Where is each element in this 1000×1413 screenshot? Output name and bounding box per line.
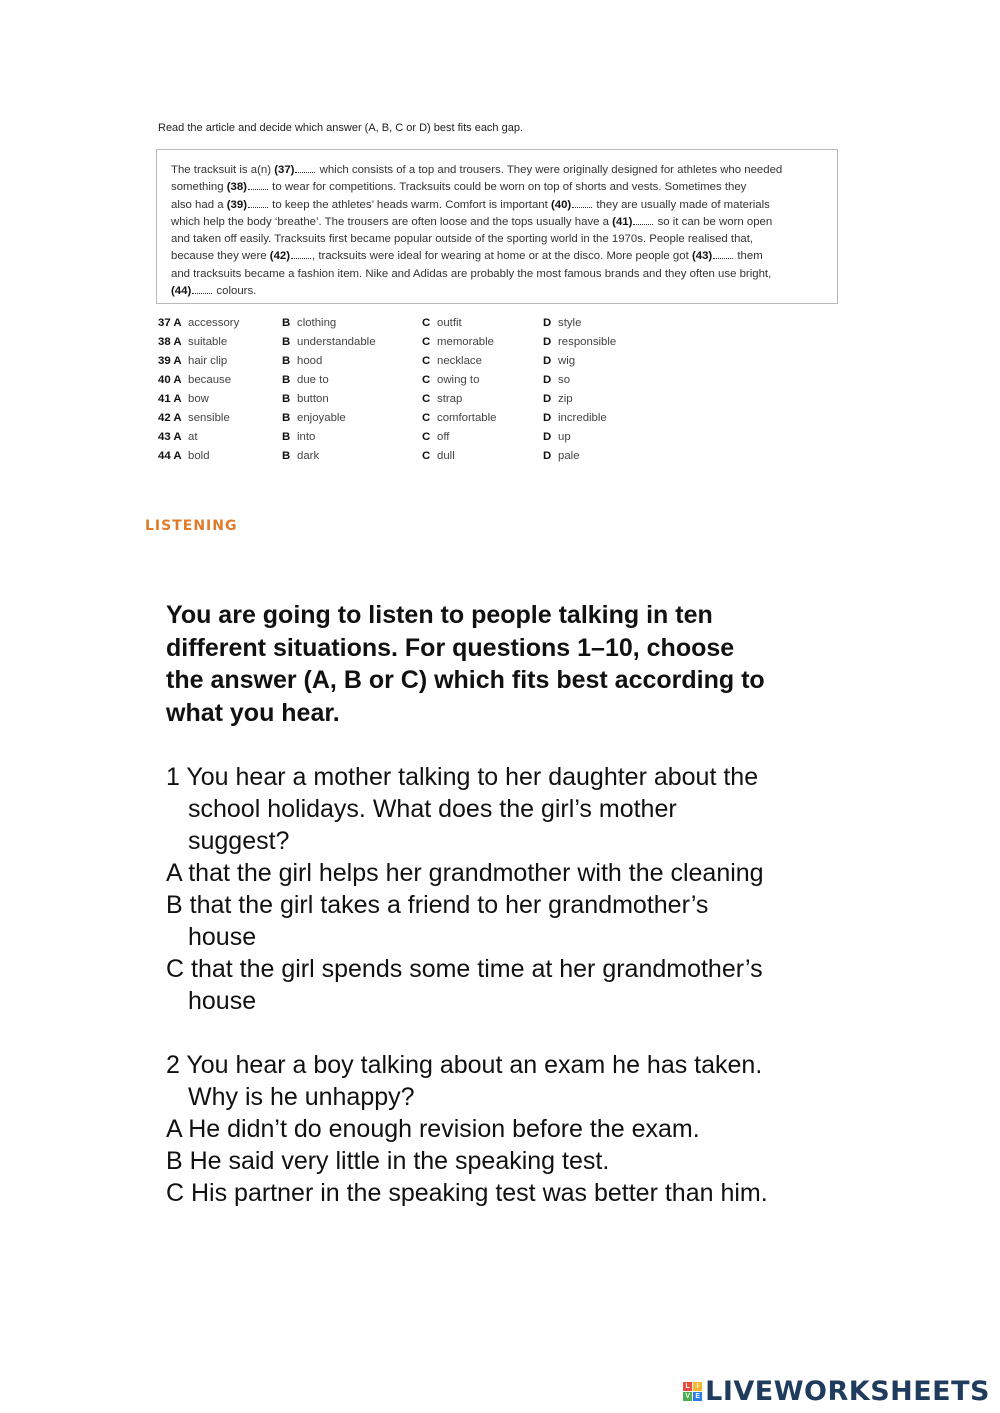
- option-letter: D: [543, 450, 552, 462]
- gap-number: (42): [269, 250, 291, 263]
- option-letter: C: [422, 393, 431, 405]
- option-b[interactable]: into: [297, 431, 316, 443]
- option-a[interactable]: bold: [188, 450, 210, 462]
- article-text: The tracksuit is a(n): [171, 164, 275, 176]
- question-number: 41 A: [158, 393, 182, 405]
- question-number: 40 A: [158, 374, 182, 386]
- option-d[interactable]: zip: [558, 393, 573, 405]
- brand-name: LIVEWORKSHEETS: [705, 1375, 990, 1407]
- option-a[interactable]: hair clip: [188, 355, 228, 367]
- question-number: 37 A: [158, 317, 182, 329]
- gap-number: (40): [550, 198, 572, 211]
- gap-blank[interactable]: [633, 216, 653, 225]
- option-b[interactable]: understandable: [297, 336, 376, 348]
- article-text: , tracksuits were ideal for wearing at home or at the disco. More people got: [312, 250, 692, 263]
- gap-blank[interactable]: [572, 199, 592, 208]
- logo-tile: I: [693, 1382, 702, 1391]
- gap-number: (43): [691, 250, 713, 263]
- option-letter: B: [282, 374, 291, 386]
- question-line: A that the girl helps her grandmother with the cleaning: [166, 859, 764, 887]
- article-text: which help the body ‘breathe’. The trousers are often loose and the tops usually have a: [171, 215, 613, 228]
- article-line: [171, 197, 821, 214]
- article-text: them: [734, 250, 763, 263]
- option-a[interactable]: because: [188, 374, 232, 386]
- option-letter: C: [422, 431, 431, 443]
- gap-blank[interactable]: [248, 199, 268, 208]
- option-d[interactable]: responsible: [558, 336, 617, 348]
- gap-number: (41): [612, 215, 633, 228]
- article-line: [171, 231, 821, 248]
- listening-task-instructions: [166, 599, 856, 729]
- option-letter: D: [543, 355, 552, 367]
- gap-number: (38): [226, 181, 247, 194]
- option-b[interactable]: due to: [297, 374, 329, 386]
- option-letter: B: [282, 393, 291, 405]
- question-line: B He said very little in the speaking test.: [166, 1147, 610, 1175]
- option-d[interactable]: so: [558, 374, 571, 386]
- article-text: also had a: [171, 198, 227, 211]
- question-number: 38 A: [158, 336, 182, 348]
- option-letter: C: [422, 450, 431, 462]
- option-letter: B: [282, 450, 291, 462]
- article-text: they are usually made of materials: [593, 198, 770, 211]
- question-line: B that the girl takes a friend to her grandmother’s: [166, 891, 709, 919]
- liveworksheets-logo: [683, 1377, 990, 1405]
- option-d[interactable]: pale: [558, 450, 580, 462]
- option-letter: B: [282, 336, 291, 348]
- option-d[interactable]: style: [558, 317, 582, 329]
- option-c[interactable]: memorable: [437, 336, 494, 348]
- gap-blank[interactable]: [192, 285, 212, 294]
- option-c[interactable]: comfortable: [437, 412, 497, 424]
- article-line: [171, 248, 821, 265]
- question-line: house: [188, 923, 257, 951]
- option-c[interactable]: dull: [437, 450, 455, 462]
- question-line: house: [188, 987, 257, 1015]
- question-2: [166, 1049, 856, 1209]
- question-line: school holidays. What does the girl’s mother: [188, 795, 677, 823]
- question-line: A He didn’t do enough revision before the exam.: [166, 1115, 700, 1143]
- article-line: [171, 266, 821, 283]
- article-text: to wear for competitions. Tracksuits could be worn on top of shorts and vests. Sometimes they: [268, 181, 747, 194]
- question-1: [166, 761, 856, 1017]
- question-number: 44 A: [158, 450, 182, 462]
- gap-number: (39): [226, 198, 247, 211]
- option-d[interactable]: wig: [558, 355, 576, 367]
- option-a[interactable]: at: [188, 431, 198, 443]
- option-c[interactable]: owing to: [437, 374, 480, 386]
- logo-tile: L: [683, 1382, 692, 1391]
- option-letter: B: [282, 412, 291, 424]
- option-letter: C: [422, 412, 431, 424]
- article-text: because they were: [171, 250, 270, 263]
- gap-number: (44): [171, 285, 192, 298]
- option-letter: B: [282, 431, 291, 443]
- option-letter: C: [422, 336, 431, 348]
- article-text: so it can be worn open: [654, 215, 773, 228]
- article-line: [171, 283, 821, 300]
- logo-tile: V: [683, 1392, 692, 1401]
- article-text: which consists of a top and trousers. They were originally designed for athletes who needed: [316, 164, 783, 176]
- article-text: colours.: [213, 285, 257, 298]
- question-line: 1 You hear a mother talking to her daughter about the: [166, 763, 759, 791]
- question-line: C His partner in the speaking test was better than him.: [166, 1179, 768, 1207]
- gap-blank[interactable]: [248, 181, 268, 190]
- gap-blank[interactable]: [295, 164, 315, 173]
- option-letter: D: [543, 431, 552, 443]
- task-line: what you hear.: [166, 698, 340, 727]
- question-line: Why is he unhappy?: [188, 1083, 415, 1111]
- article-text: something: [171, 181, 227, 194]
- option-b[interactable]: dark: [297, 450, 320, 462]
- question-line: 2 You hear a boy talking about an exam he has taken.: [166, 1051, 763, 1079]
- option-c[interactable]: necklace: [437, 355, 482, 367]
- question-line: C that the girl spends some time at her grandmother’s: [166, 955, 763, 983]
- option-letter: B: [282, 317, 291, 329]
- article-text: to keep the athletes’ heads warm. Comfort is important: [269, 198, 551, 211]
- gap-blank[interactable]: [713, 250, 733, 259]
- option-letter: D: [543, 336, 552, 348]
- listening-heading: LISTENING: [145, 518, 238, 534]
- question-line: suggest?: [188, 827, 290, 855]
- task-line: You are going to listen to people talking in ten: [166, 601, 713, 629]
- option-a[interactable]: accessory: [188, 317, 240, 329]
- option-letter: D: [543, 374, 552, 386]
- option-b[interactable]: button: [297, 393, 329, 405]
- logo-icon: [683, 1382, 702, 1401]
- exercise-instructions: Read the article and decide which answer (A, B, C or D) best fits each gap.: [158, 122, 524, 134]
- option-d[interactable]: up: [558, 431, 571, 443]
- option-letter: C: [422, 355, 431, 367]
- option-b[interactable]: clothing: [297, 317, 337, 329]
- gap-number: (37): [274, 164, 295, 176]
- article-line: [171, 179, 821, 196]
- question-number: 39 A: [158, 355, 182, 367]
- option-d[interactable]: incredible: [558, 412, 607, 424]
- option-a[interactable]: bow: [188, 393, 209, 405]
- task-line: different situations. For questions 1–10, choose: [166, 633, 735, 662]
- question-number: 43 A: [158, 431, 182, 443]
- option-letter: D: [543, 317, 552, 329]
- gap-blank[interactable]: [291, 250, 311, 259]
- option-a[interactable]: sensible: [188, 412, 230, 424]
- article-text: and tracksuits became a fashion item. Nike and Adidas are probably the most famous brands and they often use bright,: [171, 267, 772, 280]
- article-line: [171, 214, 821, 231]
- question-number: 42 A: [158, 412, 182, 424]
- article-text: and taken off easily. Tracksuits first became popular outside of the sporting world in the 1970s. People realised that,: [171, 233, 754, 246]
- option-c[interactable]: off: [437, 431, 450, 443]
- option-c[interactable]: outfit: [437, 317, 462, 329]
- option-letter: D: [543, 412, 552, 424]
- logo-tile: E: [693, 1392, 702, 1401]
- option-c[interactable]: strap: [437, 393, 463, 405]
- article-box: [156, 149, 838, 304]
- option-b[interactable]: enjoyable: [297, 412, 346, 424]
- option-letter: D: [543, 393, 552, 405]
- option-letter: C: [422, 317, 431, 329]
- option-letter: B: [282, 355, 291, 367]
- option-letter: C: [422, 374, 431, 386]
- option-a[interactable]: suitable: [188, 336, 228, 348]
- task-line: the answer (A, B or C) which fits best according to: [166, 666, 765, 694]
- option-b[interactable]: hood: [297, 355, 323, 367]
- article-line: [171, 162, 821, 179]
